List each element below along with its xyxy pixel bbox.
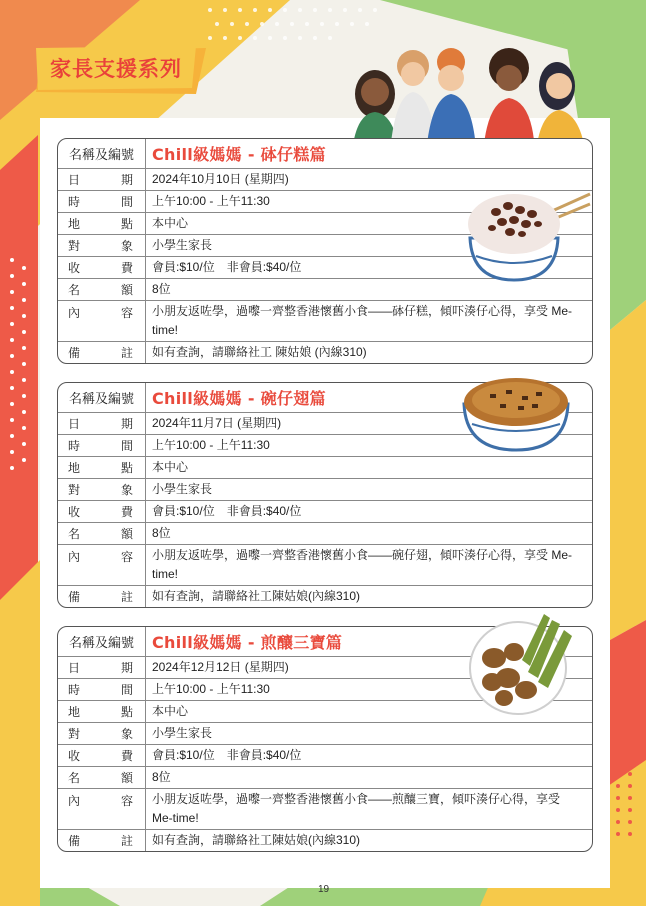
field-label-time: 時 間 <box>58 435 146 456</box>
program-remarks: 如有查詢，請聯絡社工陳姑娘(內線310) <box>152 833 361 847</box>
field-label-date: 日 期 <box>58 657 146 678</box>
program-time: 上午10:00 - 上午11:30 <box>152 194 270 208</box>
puttu-cake-image <box>462 180 592 285</box>
field-label-content: 內 容 <box>58 789 146 829</box>
field-label-venue: 地 點 <box>58 213 146 234</box>
program-date: 2024年11月7日 (星期四) <box>152 416 282 430</box>
table-row <box>58 744 592 766</box>
field-label-time: 時 間 <box>58 679 146 700</box>
program-quota: 8位 <box>152 282 171 296</box>
field-label-remarks: 備 註 <box>58 342 146 363</box>
field-label-remarks: 備 註 <box>58 830 146 851</box>
field-label-quota: 名 額 <box>58 279 146 300</box>
field-label-time: 時 間 <box>58 191 146 212</box>
program-title: Chill級媽媽 - 砵仔糕篇 <box>152 145 326 164</box>
table-row <box>58 722 592 744</box>
table-row <box>58 300 592 341</box>
section-title: 家長支援系列 <box>50 57 182 81</box>
field-label-venue: 地 點 <box>58 701 146 722</box>
table-row <box>58 456 592 478</box>
imitation-shark-fin-soup-image <box>460 372 572 452</box>
stuffed-three-treasures-image <box>468 612 578 717</box>
table-row <box>58 522 592 544</box>
field-label-venue: 地 點 <box>58 457 146 478</box>
program-quota: 8位 <box>152 526 171 540</box>
field-label-name: 名稱及編號 <box>58 383 146 412</box>
field-label-remarks: 備 註 <box>58 586 146 607</box>
field-label-fee: 收 費 <box>58 501 146 522</box>
program-date: 2024年12月12日 (星期四) <box>152 660 289 674</box>
field-label-name: 名稱及編號 <box>58 139 146 168</box>
program-target: 小學生家長 <box>152 482 213 496</box>
table-row <box>58 585 592 607</box>
field-label-content: 內 容 <box>58 301 146 341</box>
table-row <box>58 500 592 522</box>
program-fee: 會員:$10/位 非會員:$40/位 <box>152 748 302 762</box>
field-label-date: 日 期 <box>58 413 146 434</box>
program-venue: 本中心 <box>152 704 189 718</box>
field-label-quota: 名 額 <box>58 767 146 788</box>
field-label-date: 日 期 <box>58 169 146 190</box>
program-quota: 8位 <box>152 770 171 784</box>
program-venue: 本中心 <box>152 216 189 230</box>
field-label-target: 對 象 <box>58 723 146 744</box>
field-label-quota: 名 額 <box>58 523 146 544</box>
table-row <box>58 341 592 363</box>
program-time: 上午10:00 - 上午11:30 <box>152 438 270 452</box>
program-target: 小學生家長 <box>152 726 213 740</box>
program-remarks: 如有查詢，請聯絡社工 陳姑娘 (內線310) <box>152 345 367 359</box>
program-title: Chill級媽媽 - 煎釀三寶篇 <box>152 633 343 652</box>
program-content: 小朋友返咗學，過嚟一齊整香港懷舊小食——煎釀三寶，傾吓湊仔心得，享受 Me-time! <box>152 792 561 825</box>
page-number: 19 <box>318 884 330 895</box>
field-label-target: 對 象 <box>58 235 146 256</box>
field-label-fee: 收 費 <box>58 257 146 278</box>
program-target: 小學生家長 <box>152 238 213 252</box>
program-time: 上午10:00 - 上午11:30 <box>152 682 270 696</box>
program-remarks: 如有查詢，請聯絡社工陳姑娘(內線310) <box>152 589 361 603</box>
table-row <box>58 544 592 585</box>
table-row <box>58 139 592 168</box>
field-label-content: 內 容 <box>58 545 146 585</box>
field-label-name: 名稱及編號 <box>58 627 146 656</box>
program-content: 小朋友返咗學，過嚟一齊整香港懷舊小食——砵仔糕，傾吓湊仔心得，享受 Me-time! <box>152 304 573 337</box>
program-content: 小朋友返咗學，過嚟一齊整香港懷舊小食——碗仔翅，傾吓湊仔心得，享受 Me-time! <box>152 548 573 581</box>
table-row <box>58 788 592 829</box>
field-label-target: 對 象 <box>58 479 146 500</box>
table-row <box>58 478 592 500</box>
table-row <box>58 829 592 851</box>
program-venue: 本中心 <box>152 460 189 474</box>
program-date: 2024年10月10日 (星期四) <box>152 172 289 186</box>
field-label-fee: 收 費 <box>58 745 146 766</box>
section-title-tag <box>36 46 211 96</box>
table-row <box>58 766 592 788</box>
program-fee: 會員:$10/位 非會員:$40/位 <box>152 504 302 518</box>
program-title: Chill級媽媽 - 碗仔翅篇 <box>152 389 326 408</box>
program-fee: 會員:$10/位 非會員:$40/位 <box>152 260 302 274</box>
